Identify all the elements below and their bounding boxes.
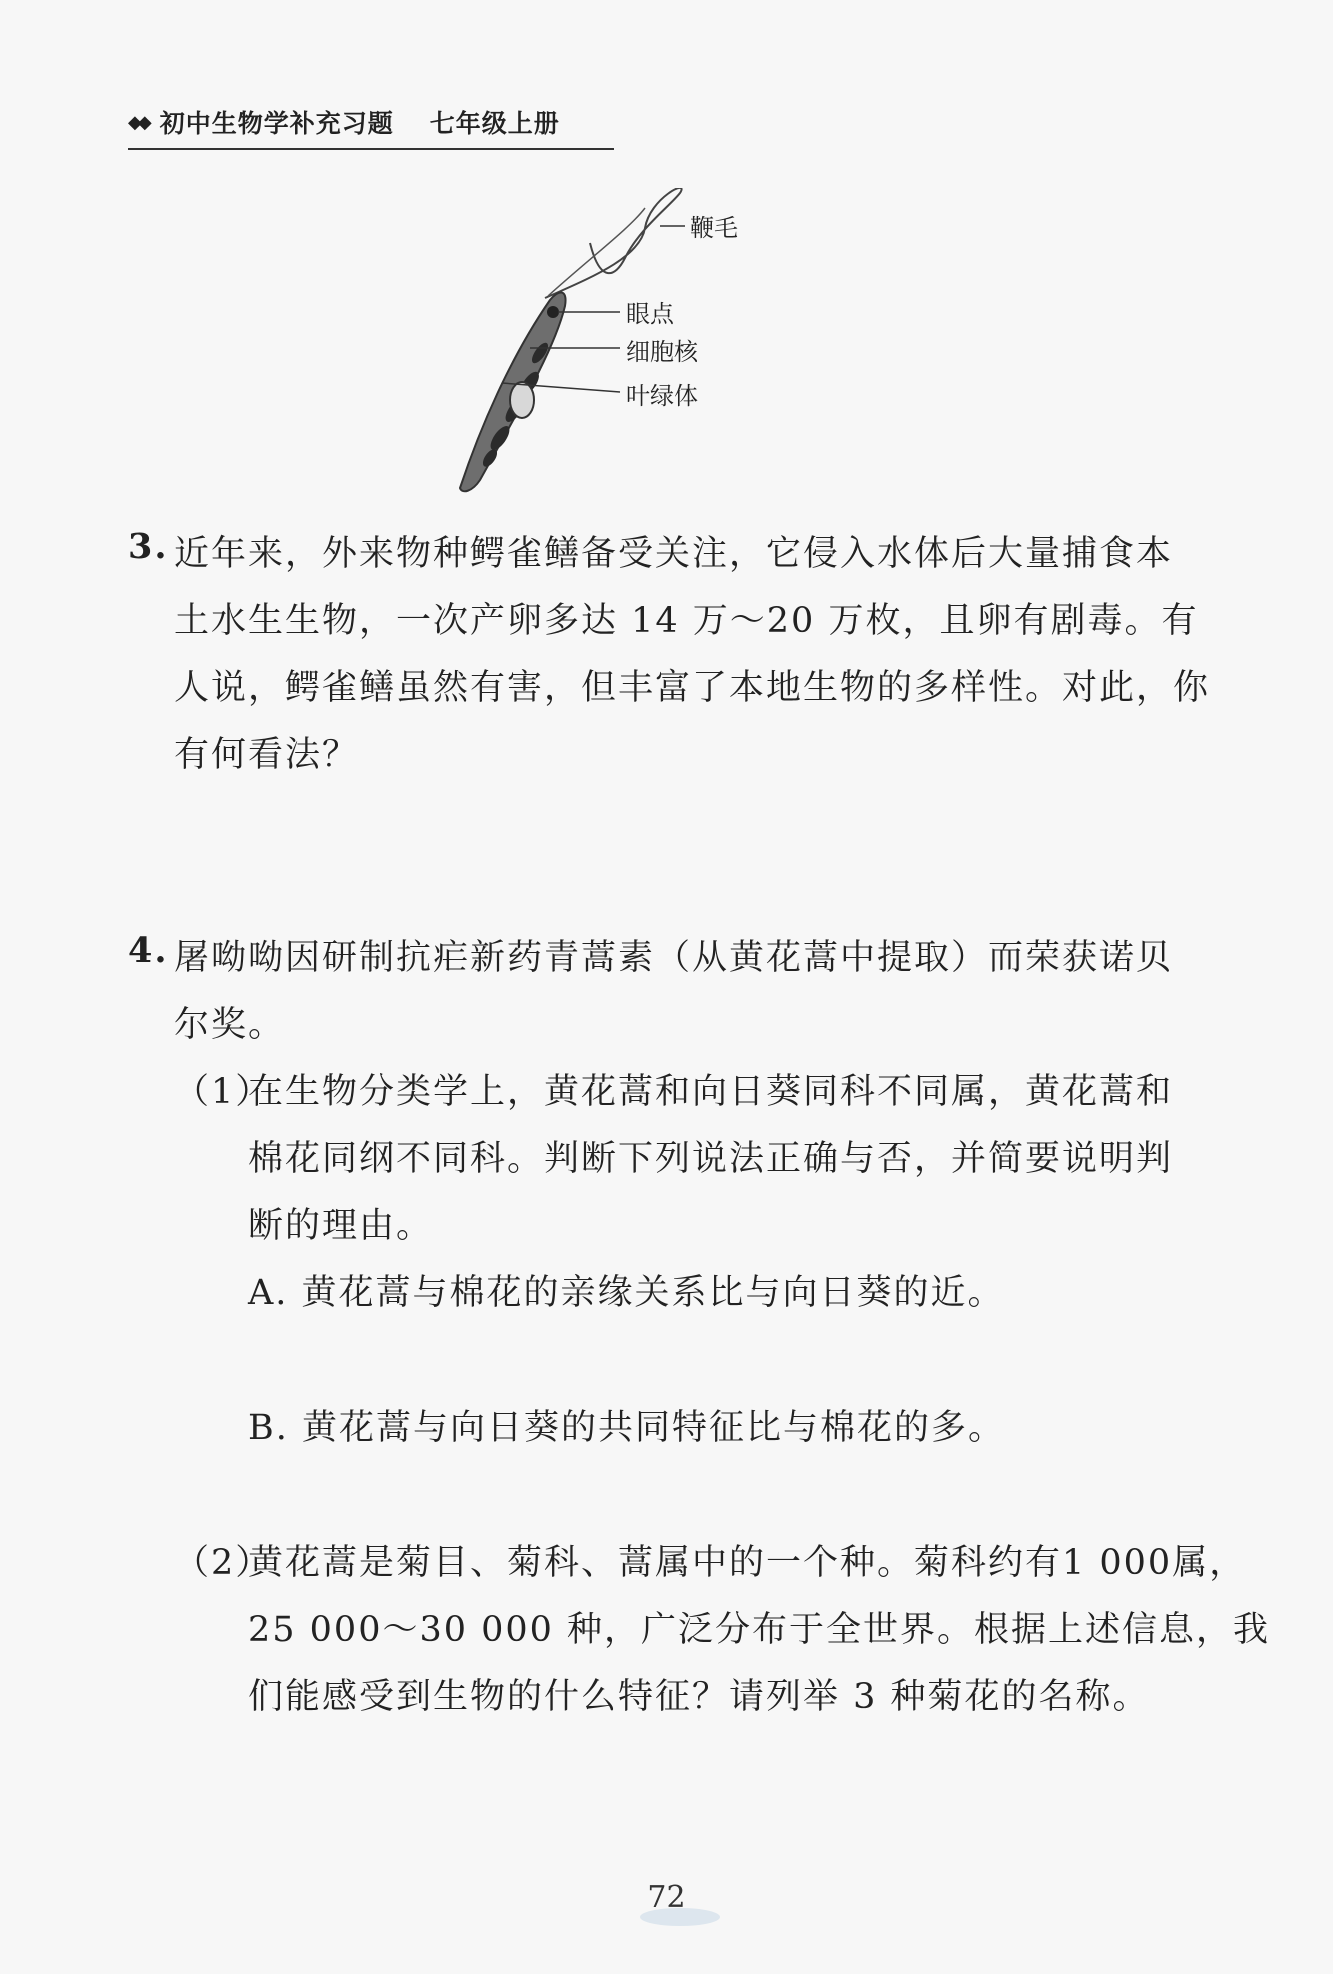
grade-label: 七年级上册 — [429, 109, 560, 138]
question-line: 有何看法？ — [174, 735, 360, 775]
sub-question-line: 25 000～30 000 种，广泛分布于全世界。根据上述信息，我 — [248, 1610, 1271, 1650]
diamond-icon: ◆◆ — [128, 111, 148, 133]
chloroplast-label: 叶绿体 — [626, 382, 698, 410]
sub-question-label: （1） — [174, 1072, 273, 1112]
option-b: B. 黄花蒿与向日葵的共同特征比与棉花的多。 — [248, 1408, 1005, 1448]
question-line: 近年来，外来物种鳄雀鳝备受关注，它侵入水体后大量捕食本 — [174, 534, 1174, 574]
book-title: 初中生物学补充习题 — [159, 109, 394, 138]
sub-question-line: 在生物分类学上，黄花蒿和向日葵同科不同属，黄花蒿和 — [248, 1072, 1174, 1112]
question-line: 人说，鳄雀鳝虽然有害，但丰富了本地生物的多样性。对此，你 — [174, 668, 1211, 708]
option-a: A. 黄花蒿与棉花的亲缘关系比与向日葵的近。 — [248, 1273, 1005, 1313]
question-line: 土水生生物，一次产卵多达 14 万～20 万枚，且卵有剧毒。有 — [174, 601, 1199, 641]
eyespot — [547, 306, 559, 318]
eyespot-label: 眼点 — [626, 300, 674, 328]
nucleus — [510, 382, 534, 418]
question-line: 尔奖。 — [174, 1005, 286, 1045]
page-number: 72 — [647, 1880, 686, 1915]
sub-question-line: 断的理由。 — [248, 1206, 434, 1246]
nucleus-label: 细胞核 — [626, 338, 698, 366]
running-header — [128, 104, 614, 150]
sub-question-line: 棉花同纲不同科。判断下列说法正确与否，并简要说明判 — [248, 1139, 1174, 1179]
sub-question-line: 黄花蒿是菊目、菊科、蒿属中的一个种。菊科约有1 000属， — [248, 1543, 1247, 1583]
sub-question-line: 们能感受到生物的什么特征？请列举 3 种菊花的名称。 — [248, 1677, 1150, 1717]
euglena-figure — [440, 188, 960, 498]
question-number: 4. — [128, 930, 169, 971]
question-line: 屠呦呦因研制抗疟新药青蒿素（从黄花蒿中提取）而荣获诺贝 — [174, 938, 1174, 978]
question-number: 3. — [128, 526, 169, 567]
flagellum-label: 鞭毛 — [690, 214, 738, 242]
sub-question-label: （2） — [174, 1543, 273, 1583]
